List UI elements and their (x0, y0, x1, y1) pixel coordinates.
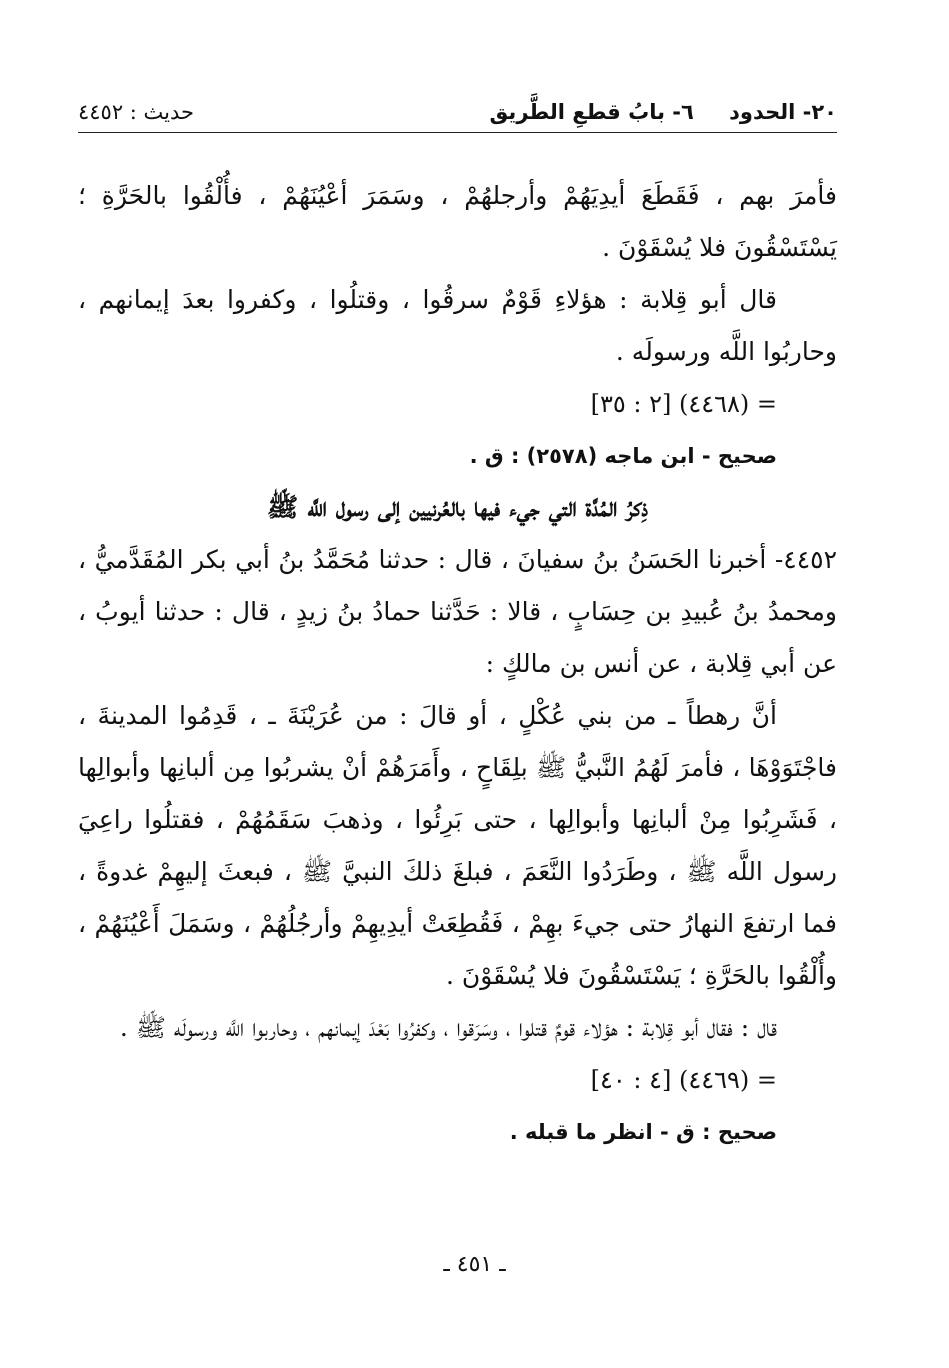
header-hadith-ref: حديث : ٤٤٥٢ (78, 100, 195, 124)
header-divider (78, 132, 837, 133)
page-content (78, 170, 837, 1158)
grading-1: صحيح - ابن ماجه (٢٥٧٨) : ق . (469, 444, 777, 468)
header-chapter-section (490, 100, 838, 124)
paragraph-abu-qilaba-2: قال : فقال أبو قِلابة : هؤلاء قومٌ قتلوا ، وسَرَقوا ، وكفرُوا بَعْدَ إيمانهم ، وحاربوا اللَّه ورسولَه ﷺ . (119, 1013, 777, 1042)
header-section: ٦- بابُ قطعِ الطَّريق (489, 100, 694, 124)
page-header (78, 92, 837, 132)
cross-reference-1: = (٤٤٦٨) [٢ : ٣٥] (590, 390, 777, 418)
hadith-matn: أنَّ رهطاً ـ من بني عُكْلٍ ، أو قالَ : من عُرَيْنَةَ ـ ، قَدِمُوا المدينةَ ، فاجْتَوَوْهَا ، فأمرَ لَهُمُ النَّبيُّ ﷺ بلِقَاحٍ ، وأَمَرَهُمْ أنْ يشربُوا مِن ألبانِها وأبوالِها ، فَشَرِبُوا مِنْ ألبانِها وأبوالِها ، حتى بَرِئُوا ، وذهبَ سَقَمُهُمْ ، فقتلُوا راعِيَ رسول اللَّه ﷺ ، وطَرَدُوا النَّعَمَ ، فبلغَ ذلكَ النبيَّ ﷺ ، فبعثَ إليهِمْ غدوةً ، فما ارتفعَ النهارُ حتى جيءَ بهِمْ ، فَقُطِعَتْ أيدِيهِمْ وأرجُلُهُمْ ، وسَمَلَ أَعْيُنَهُمْ ، وأُلْقُوا بالحَرَّةِ ؛ يَسْتَسْقُونَ فلا يُسْقَوْنَ . (78, 701, 837, 990)
cross-reference-2: = (٤٤٦٩) [٤ : ٤٠] (590, 1066, 777, 1094)
paragraph-continuation: فأمرَ بهم ، فَقَطَعَ أيدِيَهُمْ وأرجلهُمْ ، وسَمَرَ أعْيُنَهُمْ ، فأُلْقُوا بالحَرَّةِ ؛ يَسْتَسْقُونَ فلا يُسْقَوْنَ . (78, 181, 837, 262)
paragraph-abu-qilaba-1: قال أبو قِلابة : هؤلاءِ قَوْمٌ سرقُوا ، وقتلُوا ، وكفروا بعدَ إيمانهم ، وحاربُوا اللَّه ورسولَه . (78, 285, 837, 366)
hadith-isnad: ٤٤٥٢- أخبرنا الحَسَنُ بنُ سفيانَ ، قال : حدثنا مُحَمَّدُ بنُ أبي بكر المُقَدَّميُّ ، ومحمدُ بنُ عُبيدِ بن حِسَابٍ ، قالا : حَدَّثنا حمادُ بنُ زيدٍ ، قال : حدثنا أيوبُ ، عن أبي قِلابة ، عن أنس بن مالكٍ : (78, 545, 837, 678)
grading-2: صحيح : ق - انظر ما قبله . (509, 1120, 777, 1144)
page-number: ـ ٤٥١ ـ (443, 1252, 506, 1277)
section-heading: ذِكرُ المُدَّة التي جيء فيها بالعُرنيين إلى رسول اللَّه ﷺ (266, 493, 649, 523)
header-chapter: ٢٠- الحدود (729, 100, 837, 124)
